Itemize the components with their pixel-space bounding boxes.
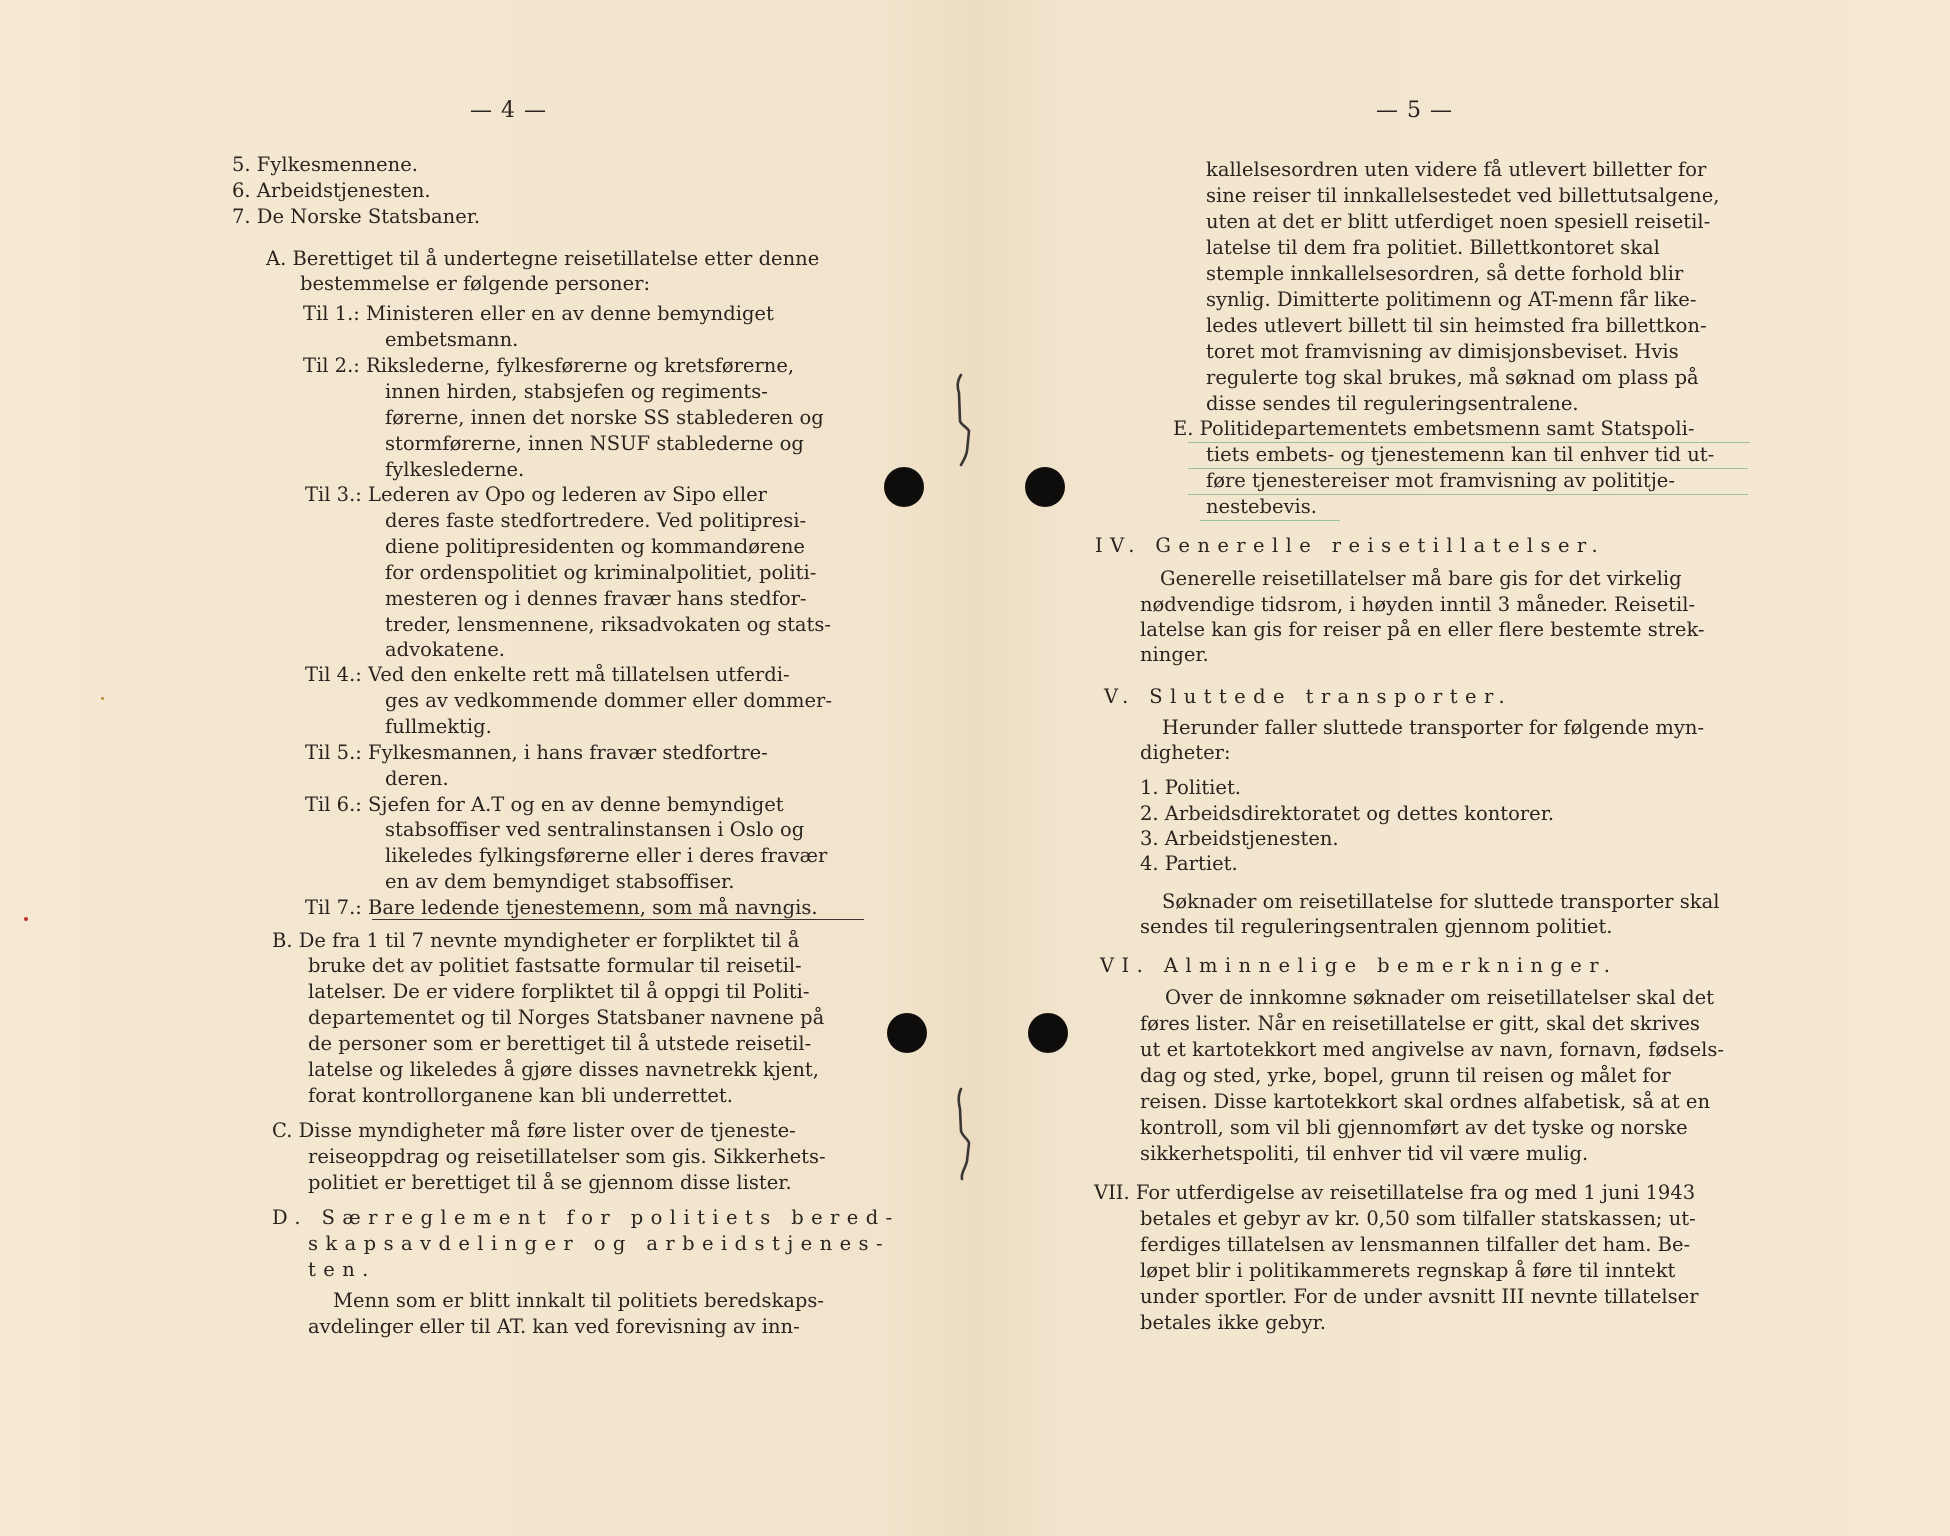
text-line: betales et gebyr av kr. 0,50 som tilfaller statskassen; ut- xyxy=(1140,1207,1696,1230)
text-line: førerne, innen det norske SS stablederen og xyxy=(385,406,824,429)
text-line: nødvendige tidsrom, i høyden inntil 3 måneder. Reisetil- xyxy=(1140,593,1696,616)
text-line: sine reiser til innkallelsestedet ved billettutsalgene, xyxy=(1206,184,1720,207)
text-line: Til 1.: Ministeren eller en av denne bemyndiget xyxy=(303,302,774,325)
text-line: kallelsesordren uten videre få utlevert billetter for xyxy=(1206,158,1707,181)
pencil-underline xyxy=(1188,442,1750,443)
text-line: disse sendes til reguleringsentralene. xyxy=(1206,392,1579,415)
text-line: Til 5.: Fylkesmannen, i hans fravær stedfortre- xyxy=(305,741,768,764)
section-v-heading: V. Sluttede transporter. xyxy=(1104,685,1513,708)
paper-speck xyxy=(24,917,28,921)
text-line: toret mot framvisning av dimisjonsbeviset. Hvis xyxy=(1206,340,1679,363)
text-line: Menn som er blitt innkalt til politiets beredskaps- xyxy=(333,1289,824,1312)
punch-hole xyxy=(1025,467,1065,507)
text-line: Herunder faller sluttede transporter for følgende myn- xyxy=(1162,716,1705,739)
text-line: dag og sted, yrke, bopel, grunn til reisen og målet for xyxy=(1140,1064,1671,1087)
punch-hole xyxy=(1028,1013,1068,1053)
text-line: Til 4.: Ved den enkelte rett må tillatelsen utferdi- xyxy=(305,663,790,686)
text-line: reisen. Disse kartotekkort skal ordnes alfabetisk, så at en xyxy=(1140,1090,1711,1113)
list-item: 1. Politiet. xyxy=(1140,776,1241,799)
text-line: departementet og til Norges Statsbaner navnene på xyxy=(308,1006,825,1029)
text-line: Søknader om reisetillatelse for sluttede transporter skal xyxy=(1162,890,1720,913)
text-line: løpet blir i politikammerets regnskap å føre til inntekt xyxy=(1140,1259,1676,1282)
text-line: Generelle reisetillatelser må bare gis for det virkelig xyxy=(1160,567,1682,590)
text-line: fullmektig. xyxy=(385,715,492,738)
text-line: de personer som er berettiget til å utstede reisetil- xyxy=(308,1032,812,1055)
text-line: digheter: xyxy=(1140,741,1231,764)
punch-hole xyxy=(887,1013,927,1053)
text-line: Til 2.: Rikslederne, fylkesførerne og kretsførerne, xyxy=(303,354,795,377)
section-a-heading: A. Berettiget til å undertegne reisetillatelse etter denne xyxy=(266,247,820,270)
right-page-number: — 5 — xyxy=(1376,98,1453,123)
text-line: kontroll, som vil bli gjennomført av det tyske og norske xyxy=(1140,1116,1688,1139)
section-vi-heading: VI. Alminnelige bemerkninger. xyxy=(1100,954,1618,977)
text-line: avdelinger eller til AT. kan ved forevisning av inn- xyxy=(308,1315,800,1338)
section-vii-heading: VII. For utferdigelse av reisetillatelse fra og med 1 juni 1943 xyxy=(1094,1181,1696,1204)
handwritten-underline xyxy=(372,919,864,920)
text-line: mesteren og i dennes fravær hans stedfor- xyxy=(385,587,807,610)
text-line: regulerte tog skal brukes, må søknad om plass på xyxy=(1206,366,1699,389)
text-line: Til 7.: Bare ledende tjenestemenn, som må navngis. xyxy=(305,896,818,919)
list-item: 7. De Norske Statsbaner. xyxy=(232,205,481,228)
text-line: sendes til reguleringsentralen gjennom politiet. xyxy=(1140,915,1613,938)
text-line: Til 3.: Lederen av Opo og lederen av Sipo eller xyxy=(305,483,768,506)
text-line: stemple innkallelsesordren, så dette forhold blir xyxy=(1206,262,1684,285)
text-line: Over de innkomne søknader om reisetillatelser skal det xyxy=(1165,986,1714,1009)
list-item: 3. Arbeidstjenesten. xyxy=(1140,827,1339,850)
text-line: Til 6.: Sjefen for A.T og en av denne bemyndiget xyxy=(305,793,784,816)
text-line: forat kontrollorganene kan bli underrettet. xyxy=(308,1084,733,1107)
text-line: deres faste stedfortredere. Ved politipresi- xyxy=(385,509,807,532)
text-line: stabsoffiser ved sentralinstansen i Oslo og xyxy=(385,818,805,841)
text-line: innen hirden, stabsjefen og regiments- xyxy=(385,380,768,403)
section-e-heading: E. Politidepartementets embetsmenn samt Statspoli- xyxy=(1173,417,1695,440)
text-line: deren. xyxy=(385,767,449,790)
text-line: embetsmann. xyxy=(385,328,519,351)
text-line: diene politipresidenten og kommandørene xyxy=(385,535,805,558)
text-line: under sportler. For de under avsnitt III nevnte tillatelser xyxy=(1140,1285,1699,1308)
text-line: bruke det av politiet fastsatte formular til reisetil- xyxy=(308,954,802,977)
section-iv-heading: IV. Generelle reisetillatelser. xyxy=(1095,534,1606,557)
text-line: likeledes fylkingsførerne eller i deres fravær xyxy=(385,844,828,867)
pencil-underline xyxy=(1188,468,1748,469)
text-line: en av dem bemyndiget stabsoffiser. xyxy=(385,870,735,893)
text-line: føres lister. Når en reisetillatelse er gitt, skal det skrives xyxy=(1140,1012,1700,1035)
text-line: ut et kartotekkort med angivelse av navn, fornavn, fødsels- xyxy=(1140,1038,1725,1061)
staple-icon xyxy=(955,373,973,468)
list-item: 4. Partiet. xyxy=(1140,852,1238,875)
text-line: advokatene. xyxy=(385,638,505,661)
section-b-heading: B. De fra 1 til 7 nevnte myndigheter er forpliktet til å xyxy=(272,929,800,952)
list-item: 6. Arbeidstjenesten. xyxy=(232,179,431,202)
text-line: politiet er berettiget til å se gjennom disse lister. xyxy=(308,1171,792,1194)
text-line: ferdiges tillatelsen av lensmannen tilfaller det ham. Be- xyxy=(1140,1233,1691,1256)
text-line: nestebevis. xyxy=(1206,495,1317,518)
text-line: tiets embets- og tjenestemenn kan til enhver tid ut- xyxy=(1206,443,1715,466)
section-c-heading: C. Disse myndigheter må føre lister over de tjeneste- xyxy=(272,1119,796,1142)
punch-hole xyxy=(884,467,924,507)
section-d-heading: D. Særreglement for politiets bered- xyxy=(272,1206,900,1229)
left-page-number: — 4 — xyxy=(470,98,547,123)
text-line: skapsavdelinger og arbeidstjenes- xyxy=(308,1232,890,1255)
text-line: ten. xyxy=(308,1258,376,1281)
text-line: latelse og likeledes å gjøre disses navnetrekk kjent, xyxy=(308,1058,819,1081)
text-line: uten at det er blitt utferdiget noen spesiell reisetil- xyxy=(1206,210,1711,233)
text-line: latelser. De er videre forpliktet til å oppgi til Politi- xyxy=(308,980,810,1003)
text-line: føre tjenestereiser mot framvisning av polititje- xyxy=(1206,469,1675,492)
text-line: fylkeslederne. xyxy=(385,458,525,481)
text-line: sikkerhetspoliti, til enhver tid vil være mulig. xyxy=(1140,1142,1589,1165)
paper-speck xyxy=(101,697,104,700)
list-item: 5. Fylkesmennene. xyxy=(232,153,418,176)
text-line: synlig. Dimitterte politimenn og AT-menn får like- xyxy=(1206,288,1697,311)
text-line: stormførerne, innen NSUF stablederne og xyxy=(385,432,804,455)
staple-icon xyxy=(955,1087,973,1182)
text-line: latelse til dem fra politiet. Billettkontoret skal xyxy=(1206,236,1660,259)
text-line: ges av vedkommende dommer eller dommer- xyxy=(385,689,832,712)
text-line: ledes utlevert billett til sin heimsted fra billettkon- xyxy=(1206,314,1707,337)
text-line: treder, lensmennene, riksadvokaten og stats- xyxy=(385,613,831,636)
text-line: latelse kan gis for reiser på en eller flere bestemte strek- xyxy=(1140,618,1705,641)
text-line: bestemmelse er følgende personer: xyxy=(300,272,651,295)
list-item: 2. Arbeidsdirektoratet og dettes kontorer. xyxy=(1140,802,1555,825)
text-line: reiseoppdrag og reisetillatelser som gis. Sikkerhets- xyxy=(308,1145,826,1168)
text-line: betales ikke gebyr. xyxy=(1140,1311,1326,1334)
pencil-underline xyxy=(1200,520,1340,521)
pencil-underline xyxy=(1188,494,1748,495)
text-line: ninger. xyxy=(1140,643,1209,666)
text-line: for ordenspolitiet og kriminalpolitiet, politi- xyxy=(385,561,817,584)
